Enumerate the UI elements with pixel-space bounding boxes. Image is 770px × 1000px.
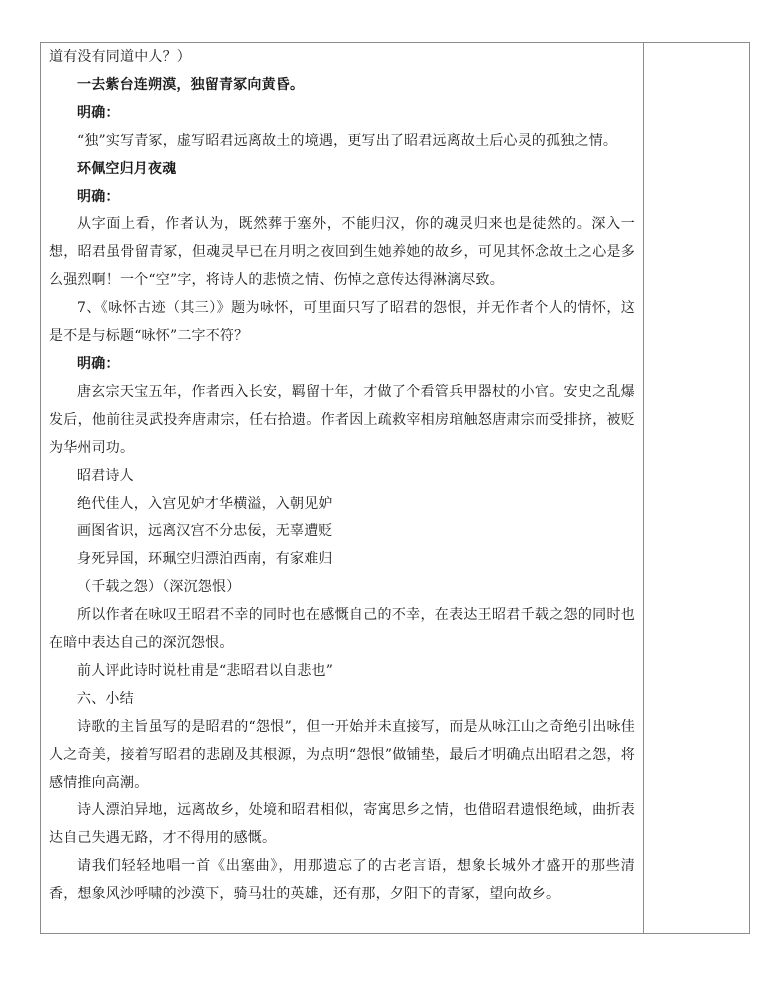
paragraph: 所以作者在咏叹王昭君不幸的同时也在感慨自己的不幸，在表达王昭君千载之怨的同时也在暗中表达自己的深沉怨恨。 — [49, 607, 635, 652]
paragraph: 唐玄宗天宝五年，作者西入长安，羁留十年，才做了个看管兵甲器杖的小官。安史之乱爆发后，他前往灵武投奔唐肃宗，任右拾遗。作者因上疏救宰相房琯触怒唐肃宗而受排挤，被贬为华州司功。 — [49, 383, 635, 456]
paragraph: 诗歌的主旨虽写的是昭君的“怨恨”，但一开始并未直接写，而是从咏江山之奇绝引出咏佳人之奇美，接着写昭君的悲剧及其根源，为点明“怨恨”做铺垫，最后才明确点出昭君之怨，将感情推向高潮。 — [49, 718, 635, 791]
answer-label: 明确： — [77, 188, 120, 205]
poem-line-heading: 一去紫台连朔漠，独留青冢向黄昏。 — [77, 76, 305, 93]
comparison-line: 昭君诗人 — [77, 467, 134, 484]
answer-label: 明确： — [77, 355, 120, 372]
paragraph: 请我们轻轻地唱一首《出塞曲》，用那遗忘了的古老言语，想象长城外才盛开的那些清香，想象风沙呼啸的沙漠下，骑马壮的英雄，还有那，夕阳下的青冢，望向故乡。 — [49, 858, 635, 903]
document-table — [40, 42, 750, 934]
paragraph: 从字面上看，作者认为，既然葬于塞外，不能归汉，你的魂灵归来也是徒然的。深入一想，昭君虽骨留青冢，但魂灵早已在月明之夜回到生她养她的故乡，可见其怀念故土之心是多么强烈啊！一个“空”字，将诗人的悲愤之情、伤悼之意传达得淋漓尽致。 — [49, 216, 635, 289]
comparison-line: 绝代佳人，入宫见妒才华横溢，入朝见妒 — [77, 495, 333, 512]
question-paragraph: 7、《咏怀古迹（其三）》题为咏怀，可里面只写了昭君的怨恨，并无作者个人的情怀，这是不是与标题“咏怀”二字不符？ — [49, 300, 635, 345]
comparison-line: 画图省识，远离汉宫不分忠佞，无辜遭贬 — [77, 523, 333, 540]
content-cell — [41, 43, 643, 933]
poem-line-heading: 环佩空归月夜魂 — [77, 160, 177, 177]
paragraph: 道有没有同道中人？） — [49, 49, 191, 65]
section-heading: 六、小结 — [77, 690, 134, 707]
comparison-line: 身死异国，环珮空归漂泊西南，有家难归 — [77, 551, 333, 568]
paragraph: 诗人漂泊异地，远离故乡，处境和昭君相似，寄寓思乡之情，也借昭君遗恨绝域，曲折表达自己失遇无路，才不得用的感慨。 — [49, 802, 635, 847]
paragraph: “独”实写青冢，虚写昭君远离故土的境遇，更写出了昭君远离故土后心灵的孤独之情。 — [77, 132, 618, 149]
comparison-line: （千载之怨）（深沉怨恨） — [77, 579, 241, 596]
notes-cell — [644, 43, 749, 933]
answer-label: 明确： — [77, 104, 120, 121]
paragraph: 前人评此诗时说杜甫是“悲昭君以自悲也” — [77, 662, 334, 679]
